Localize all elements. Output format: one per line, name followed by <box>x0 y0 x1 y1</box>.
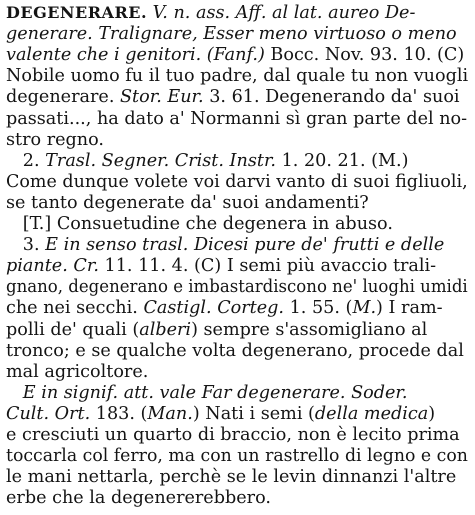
text-segment: ) I ram- <box>376 298 443 319</box>
text-segment: E in senso trasl. Dicesi pure de' frutti e delle <box>45 235 445 256</box>
text-segment: 11. 11. 4. (C) I semi più avaccio trali- <box>98 256 437 277</box>
text-segment: Come dunque volete voi darvi vanto di suoi figliuoli, <box>6 171 468 192</box>
text-segment: degenerare. <box>6 87 120 108</box>
text-line <box>6 466 456 488</box>
text-line <box>6 276 468 298</box>
text-segment: della medica <box>314 403 429 424</box>
text-segment: toccarla col ferro, ma con un rastrello di legno e con <box>6 446 468 467</box>
text-segment: e cresciuti un quarto di braccio, non è lecito prima <box>6 425 460 445</box>
text-line <box>6 424 460 446</box>
text-segment: passati..., ha dato a' Normanni sì gran parte del no- <box>6 108 468 129</box>
text-segment: le mani nettarla, perchè se le levin dinnanzi l'altre <box>6 467 457 488</box>
text-segment: mal agricoltore. <box>6 361 149 382</box>
text-line <box>6 108 467 130</box>
text-segment: Man. <box>147 403 193 424</box>
text-line <box>6 234 444 256</box>
text-line <box>6 65 468 87</box>
headword: DEGENERARE. <box>6 3 148 22</box>
text-line <box>6 150 408 172</box>
text-segment: 1. 20. 21. (M.) <box>276 150 409 171</box>
text-line <box>6 340 464 362</box>
text-segment: alberi <box>139 319 192 340</box>
text-segment: che nei secchi. <box>6 298 144 319</box>
text-segment: stro regno. <box>6 129 104 150</box>
text-segment: M. <box>352 298 377 319</box>
text-line <box>6 382 407 404</box>
text-line <box>6 361 148 383</box>
text-segment: 183. ( <box>90 403 148 424</box>
text-segment: Trasl. Segner. Crist. Instr. <box>45 150 277 171</box>
text-segment: ) <box>428 403 436 424</box>
text-line <box>6 487 271 509</box>
text-segment: Stor. Eur. <box>120 87 204 108</box>
text-segment: Cult. Ort. <box>6 403 91 424</box>
text-segment: polli de' quali ( <box>6 319 140 340</box>
text-segment: E in signif. att. vale Far degenerare. Soder. <box>6 382 408 403</box>
text-line <box>6 2 415 24</box>
text-segment: gnano, degenerano e imbastardiscono ne' luoghi umidi <box>6 277 468 298</box>
text-segment: Nobile uomo fu il tuo padre, dal quale tu non vuogli <box>6 66 469 87</box>
text-segment: valente che i genitori. (Fanf.) <box>6 45 265 66</box>
text-segment: [T.] Consuetudine che degenera in abuso. <box>6 214 393 234</box>
text-segment: tronco; e se qualche volta degenerano, procede dal <box>6 340 464 361</box>
text-line <box>6 171 468 193</box>
text-line <box>6 23 457 45</box>
text-segment: 3. 61. Degenerando da' suoi <box>203 87 460 108</box>
text-segment: generare. Tralignare, Esser meno virtuoso o meno <box>6 24 457 45</box>
text-segment: 1. 55. ( <box>284 298 353 319</box>
text-line <box>6 86 460 108</box>
text-segment: 2. <box>6 150 46 171</box>
text-segment: Castigl. Corteg. <box>143 298 285 319</box>
text-line <box>6 319 427 341</box>
text-segment: Bocc. Nov. 93. 10. (C) <box>264 45 465 66</box>
text-line <box>6 192 369 214</box>
text-line <box>6 445 468 467</box>
text-segment: piante. Cr. <box>6 256 99 277</box>
text-segment: V. n. ass. Aff. al lat. aureo De- <box>147 3 416 23</box>
text-line <box>6 213 393 235</box>
text-line <box>6 255 436 277</box>
text-segment: 3. <box>6 235 46 256</box>
text-line <box>6 129 104 151</box>
text-line <box>6 44 464 66</box>
text-line <box>6 403 435 425</box>
text-line <box>6 297 443 319</box>
text-segment: ) sempre s'assomigliano al <box>191 319 428 340</box>
text-segment: se tanto degenerate da' suoi andamenti? <box>6 192 369 213</box>
text-segment: ) Nati i semi ( <box>192 403 315 424</box>
text-segment: erbe che la degenererebbero. <box>6 488 271 509</box>
